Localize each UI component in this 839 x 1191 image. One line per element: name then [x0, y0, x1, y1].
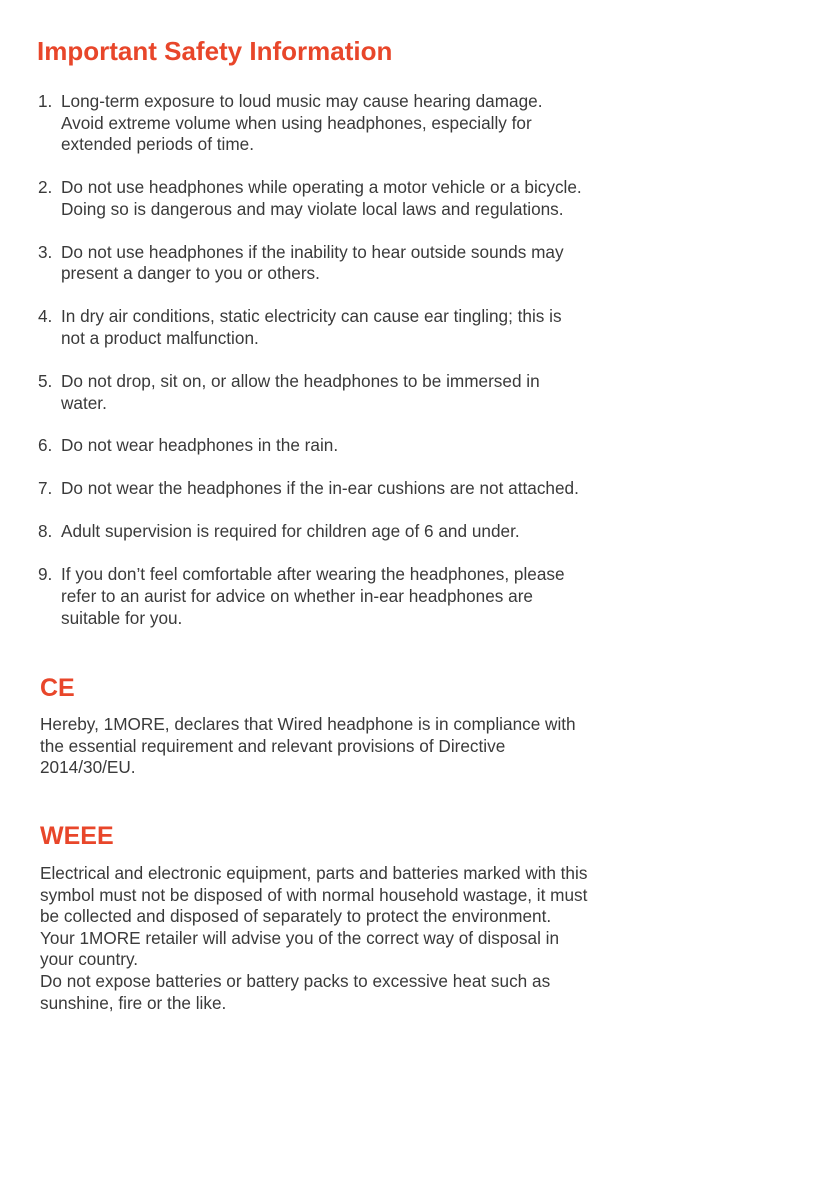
- list-item: [38, 91, 678, 156]
- item-text: Do not drop, sit on, or allow the headphones to be immersed in water.: [61, 370, 540, 413]
- item-number: 5.: [38, 370, 53, 391]
- item-text: Do not wear the headphones if the in-ear cushions are not attached.: [61, 478, 579, 499]
- list-item: [38, 435, 678, 457]
- safety-list: [38, 91, 678, 651]
- item-number: 2.: [38, 177, 53, 198]
- item-text: In dry air conditions, static electricity can cause ear tingling; this is not a product malfunction.: [61, 306, 562, 348]
- page-title: Important Safety Information: [37, 36, 393, 66]
- weee-paragraph: Electrical and electronic equipment, parts and batteries marked with this symbol must not be disposed of with normal household wastage, it must be collected and disposed of separately to protect the environment. Your 1MORE retailer will advise you of the correct way of disposal in your country. Do not expose batteries or battery packs to excessive heat such as sunshine, fire or the like.: [40, 863, 588, 1013]
- list-item: [38, 564, 678, 629]
- item-number: 3.: [38, 241, 53, 262]
- item-number: 6.: [38, 435, 53, 456]
- ce-heading: CE: [40, 674, 75, 702]
- item-number: 7.: [38, 478, 53, 499]
- item-text: Do not use headphones while operating a motor vehicle or a bicycle. Doing so is dangerous and may violate local laws and regulations.: [61, 177, 582, 219]
- item-number: 1.: [38, 91, 53, 111]
- item-text: If you don’t feel comfortable after wearing the headphones, please refer to an aurist for advice on whether in-ear headphones are suitable for you.: [61, 564, 565, 628]
- list-item: [38, 478, 678, 500]
- item-number: 9.: [38, 564, 53, 585]
- list-item: [38, 177, 678, 220]
- list-item: [38, 242, 678, 285]
- list-item: [38, 371, 678, 414]
- item-text: Adult supervision is required for children age of 6 and under.: [61, 521, 520, 542]
- ce-paragraph: Hereby, 1MORE, declares that Wired headphone is in compliance with the essential requirement and relevant provisions of Directive 2014/30/EU.: [40, 714, 576, 778]
- list-item: [38, 306, 678, 349]
- list-item: [38, 521, 678, 543]
- item-text: Long-term exposure to loud music may cause hearing damage. Avoid extreme volume when using headphones, especially for extended periods of time.: [61, 91, 543, 155]
- weee-heading: WEEE: [40, 822, 114, 850]
- item-text: Do not wear headphones in the rain.: [61, 435, 339, 456]
- item-number: 8.: [38, 521, 53, 542]
- item-text: Do not use headphones if the inability to hear outside sounds may present a danger to you or others.: [61, 241, 564, 284]
- item-number: 4.: [38, 306, 53, 327]
